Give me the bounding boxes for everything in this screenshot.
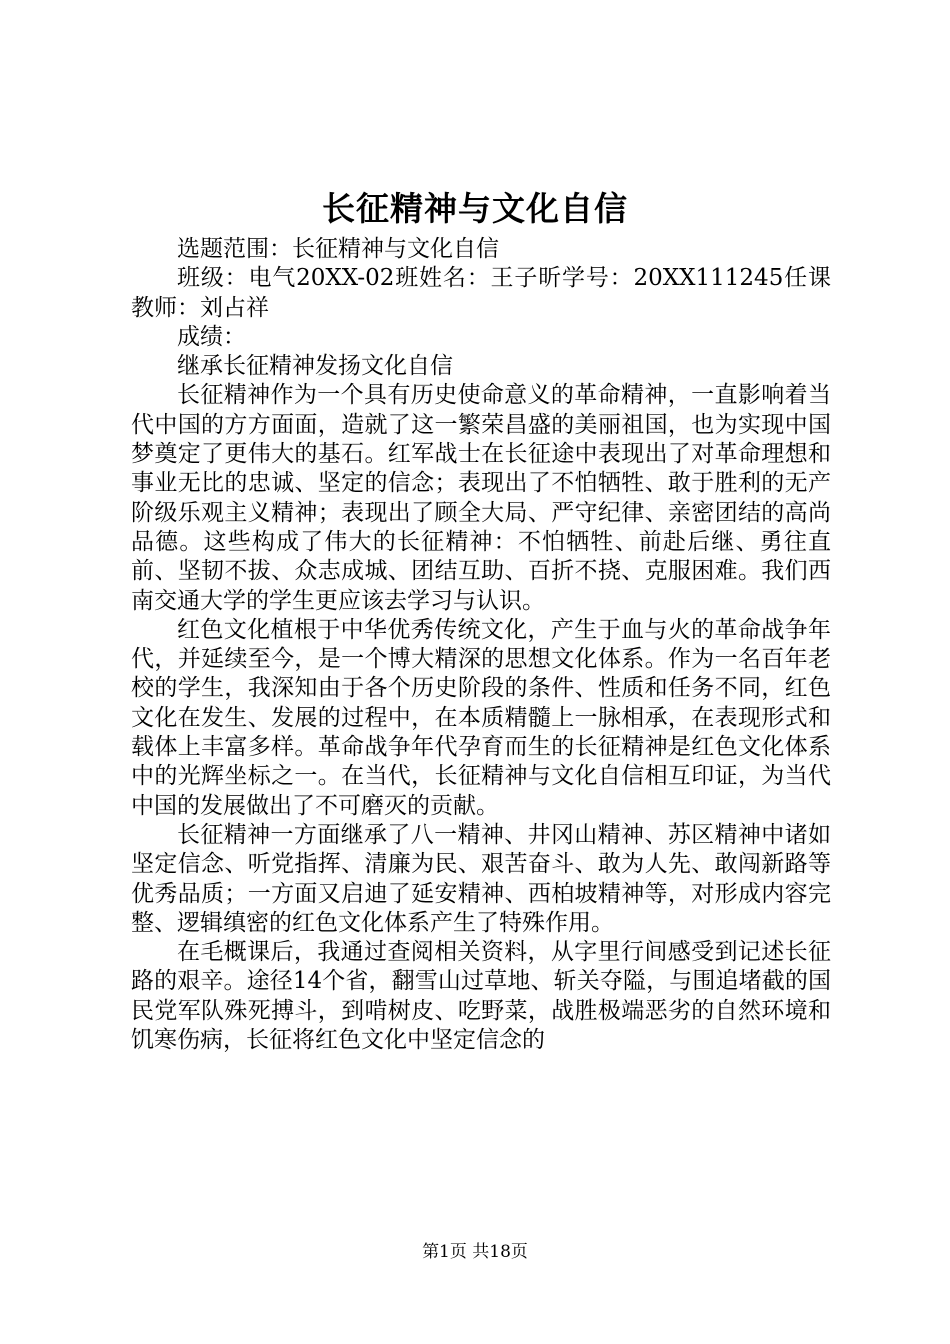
essay-subtitle: 继承长征精神发扬文化自信 <box>177 353 453 380</box>
topic-line: 选题范围：长征精神与文化自信 <box>177 236 499 262</box>
document-title: 长征精神与文化自信 <box>322 189 628 228</box>
page-number-footer: 第1页 共18页 <box>422 1242 528 1262</box>
body-paragraph: 长征精神作为一个具有历史使命意义的革命精神，一直影响着当代中国的方方面面，造就了这一繁荣昌盛的美丽祖国，也为实现中国梦奠定了更伟大的基石。红军战士在长征途中表现出了对革命理想和事业无比的忠诚、坚定的信念；表现出了不怕牺牲、敢于胜利的无产阶级乐观主义精神；表现出了顾全大局、严守纪律、亲密团结的高尚品德。这些构成了伟大的长征精神：不怕牺牲、前赴后继、勇往直前、坚韧不拔、众志成城、团结互助、百折不挠、克服困难。我们西南交通大学的学生更应该去学习与认识。 <box>131 382 831 614</box>
body-paragraph: 红色文化植根于中华优秀传统文化，产生于血与火的革命战争年代，并延续至今，是一个博大精深的思想文化体系。作为一名百年老校的学生，我深知由于各个历史阶段的条件、性质和任务不同，红色文化在发生、发展的过程中，在本质精髓上一脉相承，在表现形式和载体上丰富多样。革命战争年代孕育而生的长征精神是红色文化体系中的光辉坐标之一。在当代，长征精神与文化自信相互印证，为当代中国的发展做出了不可磨灭的贡献。 <box>131 616 831 819</box>
student-info-line: 班级：电气20XX-02班姓名：王子昕学号：20XX111245任课教师：刘占祥 <box>131 265 831 321</box>
body-paragraph: 在毛概课后，我通过查阅相关资料，从字里行间感受到记述长征路的艰辛。途径14个省，翻雪山过草地、斩关夺隘，与围追堵截的国民党军队殊死搏斗，到啃树皮、吃野菜，战胜极端恶劣的自然环境和饥寒伤病，长征将红色文化中坚定信念的 <box>131 939 831 1054</box>
document-body <box>131 235 831 1055</box>
body-paragraph: 长征精神一方面继承了八一精神、井冈山精神、苏区精神中诸如坚定信念、听党指挥、清廉为民、艰苦奋斗、敢为人先、敢闯新路等优秀品质；一方面又启迪了延安精神、西柏坡精神等，对形成内容完整、逻辑缜密的红色文化体系产生了特殊作用。 <box>131 821 831 936</box>
grade-line: 成绩： <box>177 323 246 350</box>
